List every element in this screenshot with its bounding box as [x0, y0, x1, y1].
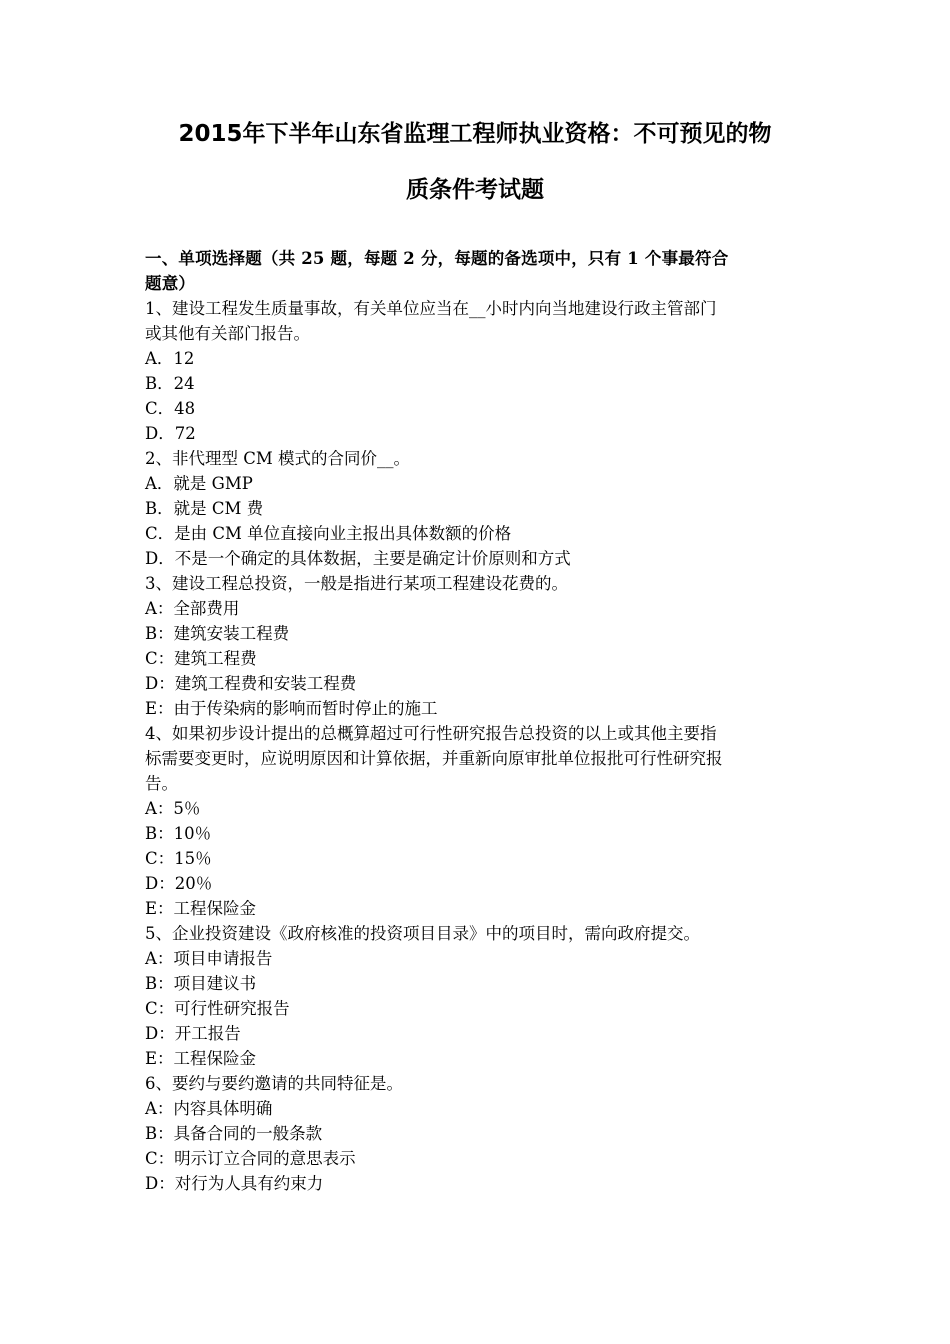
document-body	[145, 246, 807, 1196]
answer-option: B．就是 CM 费	[145, 499, 264, 518]
answer-option: A：5％	[145, 799, 201, 818]
answer-option: B：建筑安装工程费	[145, 624, 290, 643]
question-text: 或其他有关部门报告。	[145, 324, 310, 343]
answer-option: E：由于传染病的影响而暂时停止的施工	[145, 699, 438, 718]
question-text: 1、建设工程发生质量事故，有关单位应当在__小时内向当地建设行政主管部门	[145, 299, 717, 318]
question-5	[145, 921, 807, 1071]
answer-option: D．72	[145, 424, 196, 443]
section-heading-line-1: 一、单项选择题（共 25 题，每题 2 分，每题的备选项中，只有 1 个事最符合	[145, 249, 729, 268]
answer-option: A．12	[145, 349, 195, 368]
answer-option: C．48	[145, 399, 196, 418]
answer-option: E：工程保险金	[145, 1049, 257, 1068]
question-6	[145, 1071, 807, 1196]
question-text: 5、企业投资建设《政府核准的投资项目目录》中的项目时，需向政府提交。	[145, 924, 700, 943]
question-1	[145, 296, 807, 446]
answer-option: D．不是一个确定的具体数据，主要是确定计价原则和方式	[145, 549, 571, 568]
answer-option: D：开工报告	[145, 1024, 241, 1043]
answer-option: C：建筑工程费	[145, 649, 257, 668]
section-heading-line-2: 题意）	[145, 274, 196, 293]
answer-option: A：项目申请报告	[145, 949, 273, 968]
answer-option: A：内容具体明确	[145, 1099, 273, 1118]
question-text: 标需要变更时，应说明原因和计算依据，并重新向原审批单位报批可行性研究报	[145, 749, 723, 768]
answer-option: B：具备合同的一般条款	[145, 1124, 323, 1143]
answer-option: C：可行性研究报告	[145, 999, 290, 1018]
question-4	[145, 721, 807, 921]
answer-option: B：项目建议书	[145, 974, 257, 993]
question-text: 2、非代理型 CM 模式的合同价__。	[145, 449, 411, 468]
document-title-line-2: 质条件考试题	[406, 177, 544, 203]
question-3	[145, 571, 807, 721]
question-text: 6、要约与要约邀请的共同特征是。	[145, 1074, 403, 1093]
answer-option: C．是由 CM 单位直接向业主报出具体数额的价格	[145, 524, 512, 543]
answer-option: B．24	[145, 374, 195, 393]
document-title-line-1: 2015年下半年山东省监理工程师执业资格：不可预见的物	[178, 121, 772, 147]
answer-option: D：20％	[145, 874, 213, 893]
answer-option: C：15％	[145, 849, 212, 868]
answer-option: D：对行为人具有约束力	[145, 1174, 324, 1193]
answer-option: D：建筑工程费和安装工程费	[145, 674, 357, 693]
question-text: 告。	[145, 774, 178, 793]
question-text: 4、如果初步设计提出的总概算超过可行性研究报告总投资的以上或其他主要指	[145, 724, 717, 743]
question-text: 3、建设工程总投资，一般是指进行某项工程建设花费的。	[145, 574, 568, 593]
answer-option: C：明示订立合同的意思表示	[145, 1149, 356, 1168]
answer-option: A：全部费用	[145, 599, 240, 618]
answer-option: B：10％	[145, 824, 212, 843]
question-2	[145, 446, 807, 571]
answer-option: E：工程保险金	[145, 899, 257, 918]
answer-option: A．就是 GMP	[145, 474, 253, 493]
